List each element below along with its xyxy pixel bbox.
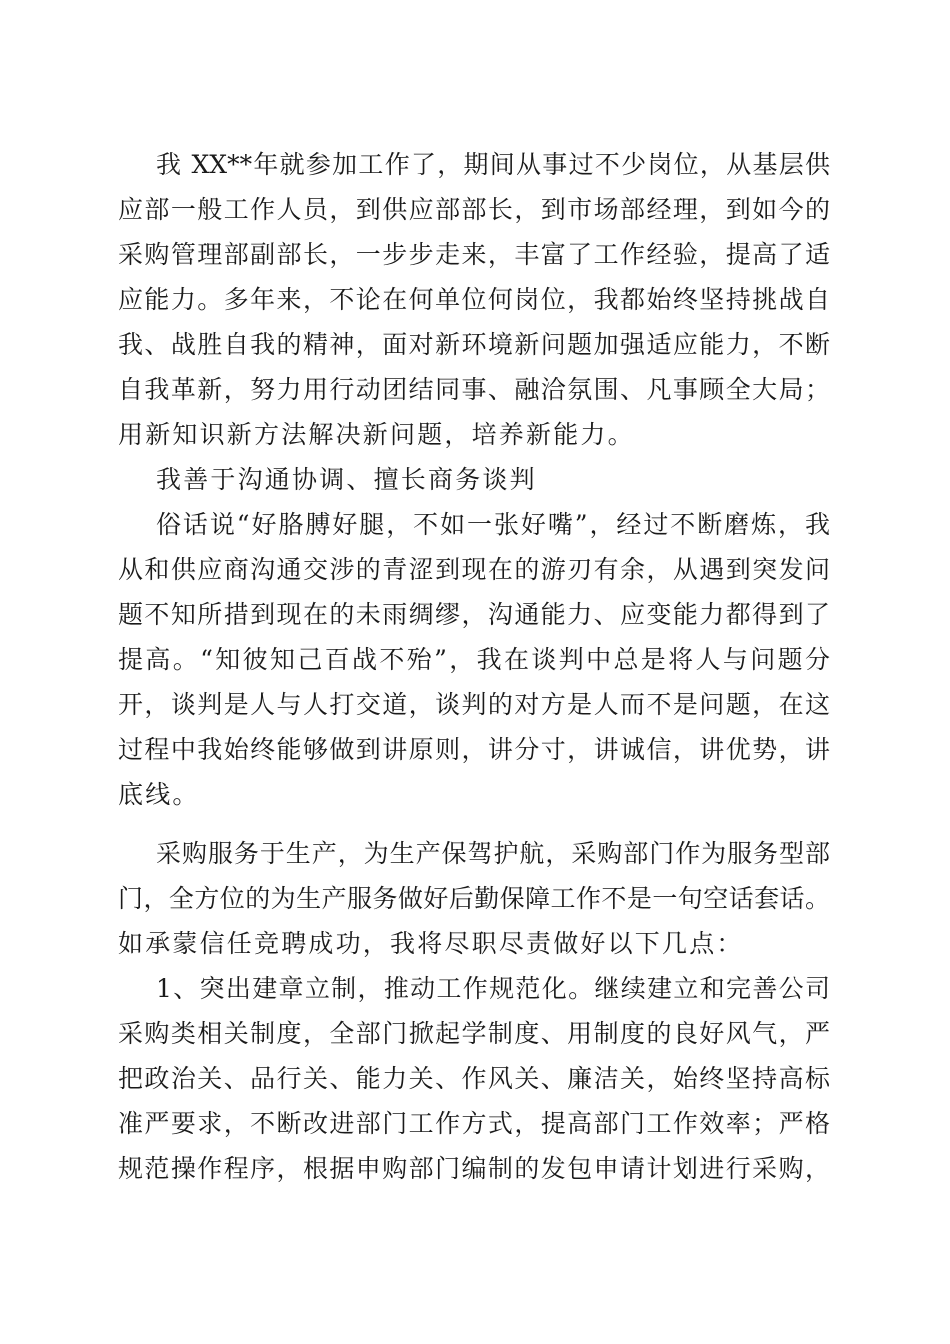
document-body: [118, 142, 830, 1191]
text-line: 如承蒙信任竞聘成功，我将尽职尽责做好以下几点：: [118, 929, 744, 958]
text-line: 提高。“知彼知己百战不殆”，我在谈判中总是将人与问题分: [118, 645, 830, 674]
text-line: 过程中我始终能够做到讲原则，讲分寸，讲诚信，讲优势，讲: [118, 735, 830, 764]
text-line: 底线。: [118, 780, 200, 809]
text-line: 开，谈判是人与人打交道，谈判的对方是人而不是问题，在这: [118, 690, 830, 719]
text-line: 我、战胜自我的精神，面对新环境新问题加强适应能力，不断: [118, 330, 830, 359]
text-line: 应部一般工作人员，到供应部部长，到市场部经理，到如今的: [118, 195, 830, 224]
text-line: 应能力。多年来，不论在何单位何岗位，我都始终坚持挑战自: [118, 285, 830, 314]
text-line: 1、突出建章立制，推动工作规范化。继续建立和完善公司: [156, 974, 830, 1003]
text-line: 规范操作程序，根据申购部门编制的发包申请计划进行采购，: [118, 1154, 830, 1183]
text-line: 准严要求，不断改进部门工作方式，提高部门工作效率；严格: [118, 1109, 830, 1138]
paragraph-work-history: [118, 142, 830, 457]
text-line: 题不知所措到现在的未雨绸缪，沟通能力、应变能力都得到了: [118, 600, 830, 629]
paragraph-communication: [118, 502, 830, 817]
text-line: 采购服务于生产，为生产保驾护航，采购部门作为服务型部: [156, 839, 830, 868]
paragraph-subheading: [118, 457, 830, 502]
paragraph-point-1: [118, 966, 830, 1191]
text-line: 我 XX**年就参加工作了，期间从事过不少岗位，从基层供: [156, 150, 830, 179]
text-line: 采购管理部副部长，一步步走来，丰富了工作经验，提高了适: [118, 240, 830, 269]
text-line: 把政治关、品行关、能力关、作风关、廉洁关，始终坚持高标: [118, 1064, 830, 1093]
paragraph-service: [118, 831, 830, 966]
section-heading: 我善于沟通协调、擅长商务谈判: [156, 465, 537, 494]
text-line: 用新知识新方法解决新问题，培养新能力。: [118, 420, 635, 449]
text-line: 俗话说“好胳膊好腿，不如一张好嘴”，经过不断磨炼，我: [156, 510, 830, 539]
text-line: 门，全方位的为生产服务做好后勤保障工作不是一句空话套话。: [118, 884, 830, 913]
text-line: 从和供应商沟通交涉的青涩到现在的游刃有余，从遇到突发问: [118, 555, 830, 584]
text-line: 自我革新，努力用行动团结同事、融洽氛围、凡事顾全大局；: [118, 375, 830, 404]
text-line: 采购类相关制度，全部门掀起学制度、用制度的良好风气，严: [118, 1019, 830, 1048]
